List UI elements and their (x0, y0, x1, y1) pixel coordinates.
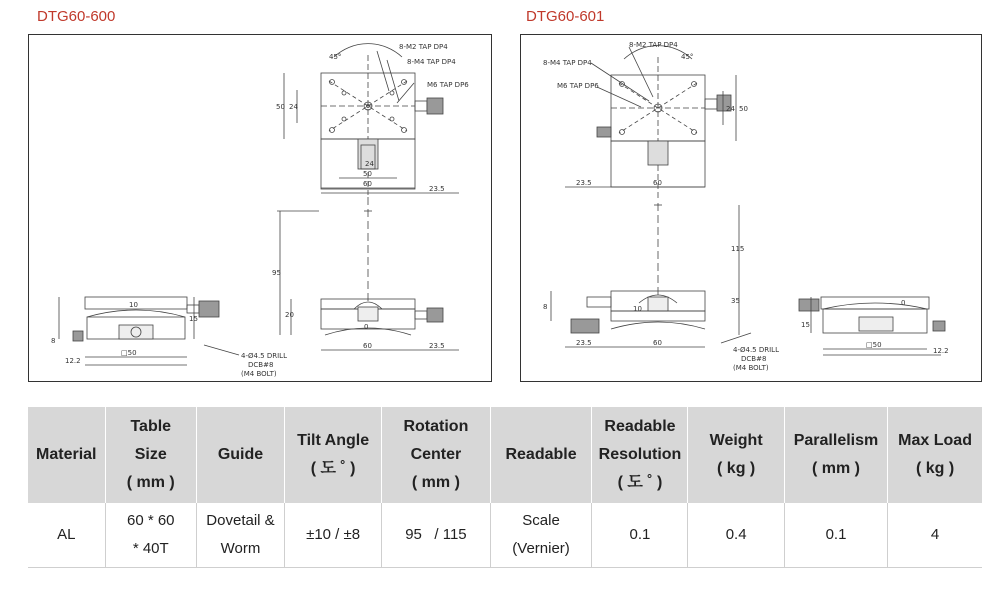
dim-square-50: □50 (121, 349, 137, 357)
callout-m6-tap-r: M6 TAP DP6 (557, 82, 599, 90)
dim-23-5-bottom-r: 23.5 (576, 339, 592, 347)
scale-0: 0 (364, 323, 369, 331)
scale-0-r: 0 (901, 299, 906, 307)
dim-115: 115 (731, 245, 745, 253)
cell-guide: Dovetail & Worm (196, 503, 284, 568)
callout-m4-tap: 8-M4 TAP DP4 (407, 58, 456, 66)
cell-weight: 0.4 (688, 503, 784, 568)
dim-24-h: 24 (365, 160, 374, 168)
spec-row (28, 503, 982, 568)
header-tilt-angle: Tilt Angle ( 도 ˚ ) (284, 407, 381, 503)
drawing-title-right: DTG60-601 (526, 8, 605, 25)
cell-resolution: 0.1 (592, 503, 688, 568)
dim-95: 95 (272, 269, 281, 277)
header-readable-resolution: Readable Resolution ( 도 ˚ ) (592, 407, 688, 503)
dim-60-h-r: 60 (653, 179, 662, 187)
dim-square-50-r: □50 (866, 341, 882, 349)
dim-60-h: 60 (363, 180, 372, 188)
technical-drawing-right (521, 35, 981, 381)
dim-12-2: 12.2 (65, 357, 81, 365)
cell-readable: Scale (Vernier) (490, 503, 592, 568)
callout-m6-tap: M6 TAP DP6 (427, 81, 469, 89)
header-parallelism: Parallelism ( mm ) (784, 407, 887, 503)
technical-drawing-left (29, 35, 491, 381)
dim-35: 35 (731, 297, 740, 305)
spec-header-row (28, 407, 982, 503)
dim-8: 8 (51, 337, 56, 345)
drawing-panel-left (28, 34, 492, 382)
dim-50-v-r: 50 (739, 105, 748, 113)
header-readable: Readable (490, 407, 592, 503)
dim-12-2-r: 12.2 (933, 347, 949, 355)
cell-rotation-center: 95 / 115 (382, 503, 490, 568)
header-table-size: Table Size ( mm ) (105, 407, 196, 503)
cell-max-load: 4 (888, 503, 982, 568)
cell-table-size: 60 * 60 * 40T (105, 503, 196, 568)
spec-table (28, 407, 982, 568)
callout-bolt: (M4 BOLT) (241, 370, 277, 378)
header-rotation-center: Rotation Center ( mm ) (382, 407, 490, 503)
header-max-load: Max Load ( kg ) (888, 407, 982, 503)
callout-m2-tap: 8-M2 TAP DP4 (399, 43, 448, 51)
dim-23-5-h: 23.5 (429, 185, 445, 193)
dim-24-v-r: 24 (726, 105, 735, 113)
dim-24-v: 24 (289, 103, 298, 111)
callout-drill-r: 4-Ø4.5 DRILL (733, 346, 779, 354)
dim-8-r: 8 (543, 303, 548, 311)
dim-50-h: 50 (363, 170, 372, 178)
callout-drill: 4-Ø4.5 DRILL (241, 352, 287, 360)
callout-m4-tap-r: 8-M4 TAP DP4 (543, 59, 592, 67)
header-material: Material (28, 407, 105, 503)
dim-23-5-h-r: 23.5 (576, 179, 592, 187)
dim-60-bottom-r: 60 (653, 339, 662, 347)
dim-angle-r: 45° (681, 53, 694, 61)
callout-bolt-r: (M4 BOLT) (733, 364, 769, 372)
cell-parallelism: 0.1 (784, 503, 887, 568)
header-guide: Guide (196, 407, 284, 503)
drawing-panel-right (520, 34, 982, 382)
dim-15: 15 (189, 315, 198, 323)
dim-15-r: 15 (801, 321, 810, 329)
dim-60-bottom: 60 (363, 342, 372, 350)
callout-m2-tap-r: 8-M2 TAP DP4 (629, 41, 678, 49)
header-weight: Weight ( kg ) (688, 407, 784, 503)
scale-10-r: 10 (633, 305, 642, 313)
drawing-title-left: DTG60-600 (37, 8, 116, 25)
dim-angle: 45° (329, 53, 342, 61)
dim-23-5-bottom: 23.5 (429, 342, 445, 350)
cell-material: AL (28, 503, 105, 568)
dim-20: 20 (285, 311, 294, 319)
scale-10: 10 (129, 301, 138, 309)
callout-dcb-r: DCB#8 (741, 355, 767, 363)
dim-50-v: 50 (276, 103, 285, 111)
cell-tilt-angle: ±10 / ±8 (284, 503, 381, 568)
callout-dcb: DCB#8 (248, 361, 274, 369)
